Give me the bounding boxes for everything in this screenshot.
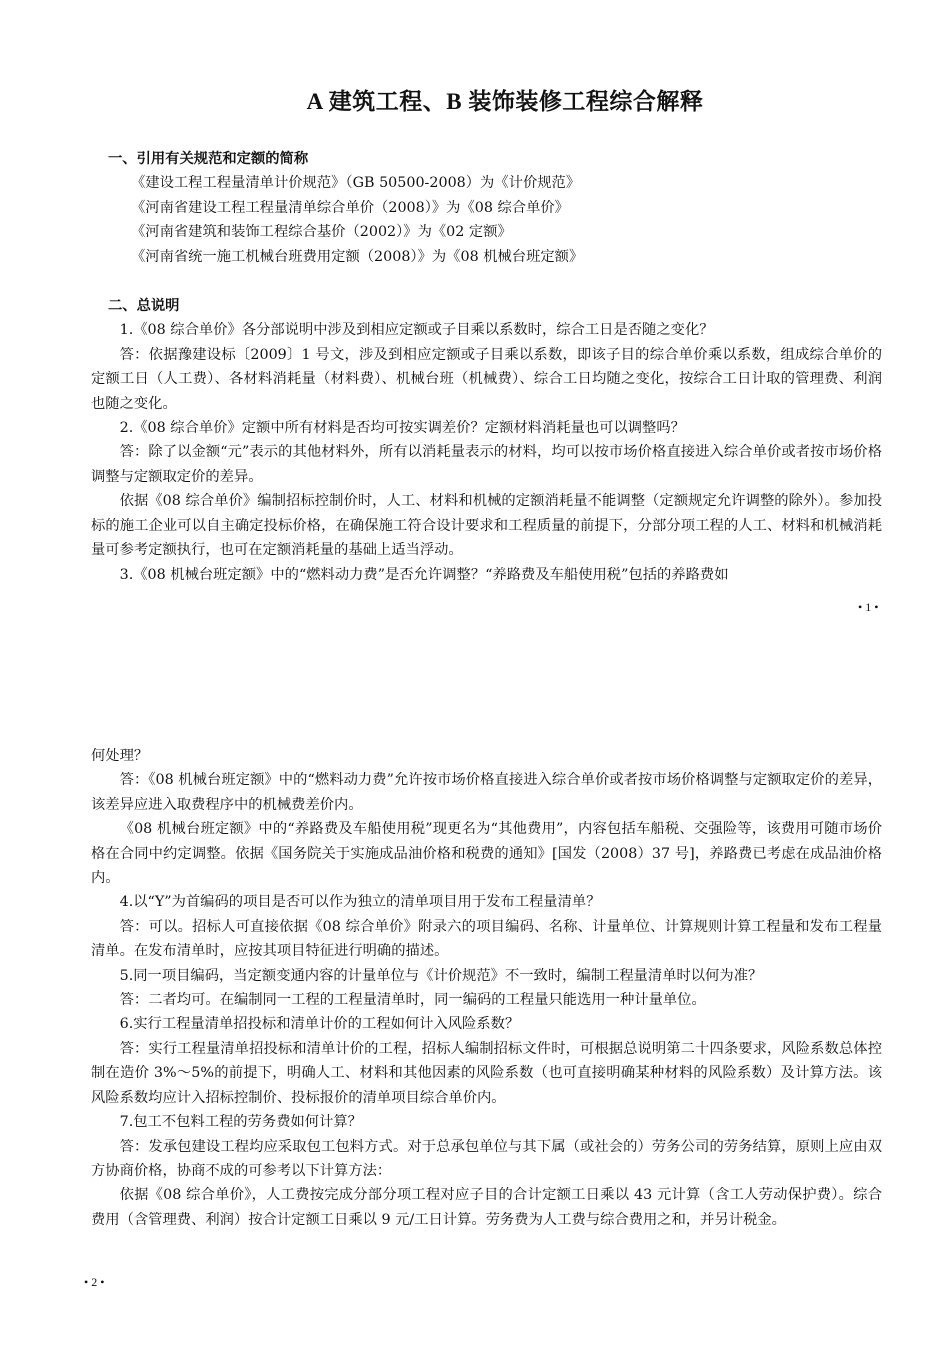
answer-paragraph: 依据《08 综合单价》，人工费按完成分部分项工程对应子目的合计定额工日乘以 43 元计算（含工人劳动保护费）。综合费用（含管理费、利润）按合计定额工日乘以 9 元/工日计算。劳务费为人工费与综合费用之和，并另计税金。	[91, 1187, 882, 1228]
answer-paragraph: 答：实行工程量清单招投标和清单计价的工程，招标人编制招标文件时，可根据总说明第二十四条要求，风险系数总体控制在造价 3%～5%的前提下，明确人工、材料和其他因素的风险系数（也可直接明确某种材料的风险系数）及计算方法。该风险系数均应计入招标控制价、投标报价的清单项目综合单价内。	[91, 1040, 882, 1106]
reference-line: 《河南省建设工程工程量清单综合单价（2008）》为《08 综合单价》	[131, 199, 569, 216]
question-paragraph: 1.《08 综合单价》各分部说明中涉及到相应定额或子目乘以系数时，综合工日是否随之变化？	[119, 322, 714, 339]
section-heading-abbreviations: 一、引用有关规范和定额的简称	[108, 151, 309, 167]
answer-paragraph: 答：《08 机械台班定额》中的“燃料动力费”允许按市场价格直接进入综合单价或者按市场价格调整与定额取定价的差异，该差异应进入取费程序中的机械费差价内。	[91, 772, 882, 813]
question-paragraph: 3.《08 机械台班定额》中的“燃料动力费”是否允许调整？“养路费及车船使用税”包括的养路费如	[119, 566, 729, 583]
answer-paragraph: 答：依据豫建设标〔2009〕1 号文，涉及到相应定额或子目乘以系数，即该子目的综合单价乘以系数，组成综合单价的定额工日（人工费）、各材料消耗量（材料费）、机械台班（机械费）、综合工日均随之变化，按综合工日计取的管理费、利润也随之变化。	[91, 346, 882, 412]
page-2	[0, 640, 950, 1345]
answer-paragraph: 答：发承包建设工程均应采取包工包料方式。对于总承包单位与其下属（或社会的）劳务公司的劳务结算，原则上应由双方协商价格，协商不成的可参考以下计算方法：	[91, 1138, 882, 1179]
page-2-body	[91, 744, 882, 1232]
continuation-line: 何处理？	[91, 748, 149, 764]
reference-line: 《建设工程工程量清单计价规范》（GB 50500-2008）为《计价规范》	[131, 175, 581, 192]
answer-paragraph: 答：可以。招标人可直接依据《08 综合单价》附录六的项目编码、名称、计量单位、计算规则计算工程量和发布工程量清单。在发布清单时，应按其项目特征进行明确的描述。	[91, 918, 882, 960]
question-paragraph: 4.以“Y”为首编码的项目是否可以作为独立的清单项目用于发布工程量清单？	[119, 894, 601, 911]
question-paragraph: 7.包工不包料工程的劳务费如何计算？	[119, 1114, 362, 1131]
question-paragraph: 5.同一项目编码，当定额变通内容的计量单位与《计价规范》不一致时，编制工程量清单时以何为准？	[119, 967, 763, 984]
question-paragraph: 2.《08 综合单价》定额中所有材料是否均可按实调差价？定额材料消耗量也可以调整吗？	[119, 420, 685, 437]
answer-paragraph: 答：二者均可。在编制同一工程的工程量清单时，同一编码的工程量只能选用一种计量单位。	[119, 992, 706, 1009]
answer-paragraph: 依据《08 综合单价》编制招标控制价时，人工、材料和机械的定额消耗量不能调整（定额规定允许调整的除外）。参加投标的施工企业可以自主确定投标价格，在确保施工符合设计要求和工程质量的前提下，分部分项工程的人工、材料和机械消耗量可参考定额执行，也可在定额消耗量的基础上适当浮动。	[91, 493, 882, 559]
page-number: • 1 •	[858, 600, 879, 614]
spacer	[91, 269, 882, 294]
page-number: • 2 •	[84, 1275, 105, 1289]
answer-paragraph: 《08 机械台班定额》中的“养路费及车船使用税”现更名为“其他费用”，内容包括车船税、交强险等，该费用可随市场价格在合同中约定调整。依据《国务院关于实施成品油价格和税费的通知》[国发（2008）37 号]，养路费已考虑在成品油价格内。	[91, 821, 882, 887]
document-title: A 建筑工程、B 装饰装修工程综合解释	[306, 89, 704, 114]
section-heading-general: 二、总说明	[108, 298, 180, 315]
question-paragraph: 6.实行工程量清单招投标和清单计价的工程如何计入风险系数？	[119, 1016, 520, 1033]
page-1-body	[91, 147, 882, 587]
reference-line: 《河南省统一施工机械台班费用定额（2008）》为《08 机械台班定额》	[131, 248, 584, 265]
page-1	[0, 0, 950, 640]
reference-line: 《河南省建筑和装饰工程综合基价（2002）》为《02 定额》	[131, 224, 512, 241]
answer-paragraph: 答：除了以金额“元”表示的其他材料外，所有以消耗量表示的材料，均可以按市场价格直接进入综合单价或者按市场价格调整与定额取定价的差异。	[91, 444, 882, 485]
